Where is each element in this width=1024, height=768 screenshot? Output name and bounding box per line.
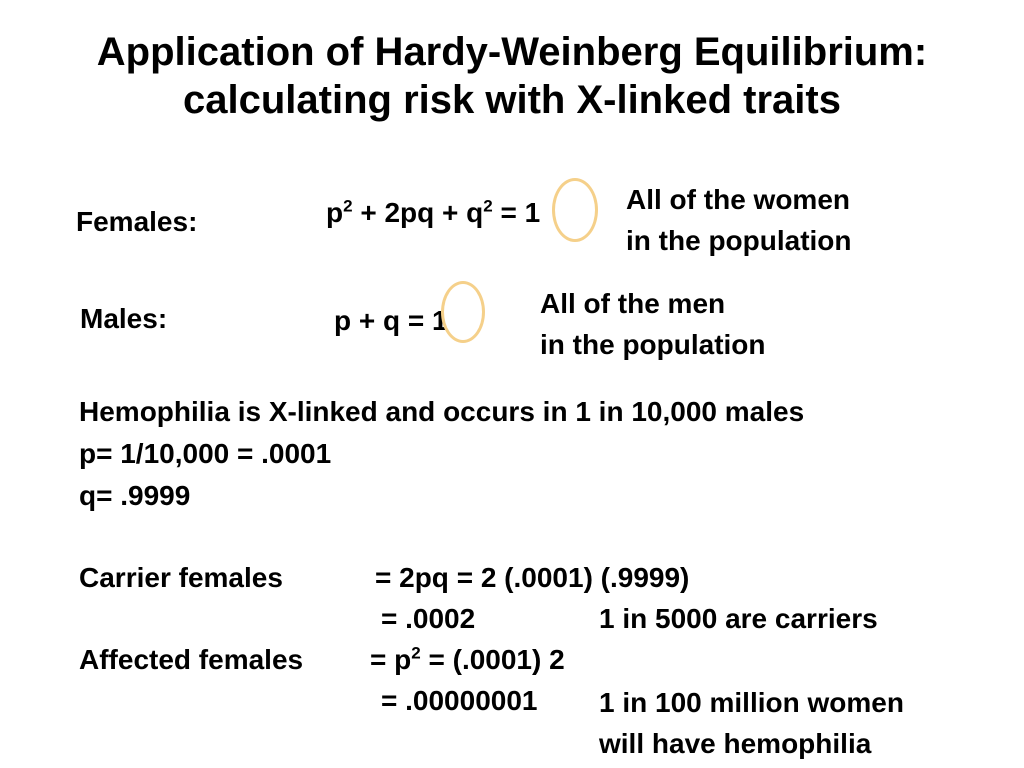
affected-note-line-1: 1 in 100 million women [599,687,904,718]
females-note-line-2: in the population [626,225,852,256]
females-highlight-circle [552,178,598,242]
affected-formula [370,643,565,677]
females-label: Females: [76,206,198,237]
males-eq-one: 1 [432,305,448,336]
title-line-2: calculating risk with X-linked traits [183,78,841,122]
affected-note-line-2: will have hemophilia [599,728,872,759]
affected-result: = .00000001 [381,685,538,716]
males-note-line-2: in the population [540,329,766,360]
hemophilia-q-value: q= .9999 [79,480,191,511]
hemophilia-statement: Hemophilia is X-linked and occurs in 1 in 10,000 males [79,396,805,427]
females-eq-exp1: 2 [343,196,353,216]
carrier-formula: = 2pq = 2 (.0001) (.9999) [375,562,690,593]
hemophilia-p-value: p= 1/10,000 = .0001 [79,438,332,469]
carrier-label: Carrier females [79,562,283,593]
males-eq-lhs: p + q = [334,305,433,336]
title-line-1: Application of Hardy-Weinberg Equilibrium: [96,30,928,74]
affected-formula-exp: 2 [411,643,421,663]
carrier-result: = .0002 [381,603,476,634]
males-highlight-circle [441,281,485,343]
females-eq-mid: + 2pq + q [352,197,484,228]
females-note-line-1: All of the women [626,184,850,215]
males-equation [334,304,448,338]
males-label: Males: [80,303,168,334]
slide-title [0,28,1024,124]
affected-label: Affected females [79,644,304,675]
females-eq-equals: = [492,197,525,228]
carrier-note: 1 in 5000 are carriers [599,603,878,634]
females-eq-p: p [326,197,344,228]
females-eq-one: 1 [524,197,541,228]
affected-formula-pre: = p [370,644,412,675]
females-equation [326,196,540,230]
males-note-line-1: All of the men [540,288,726,319]
affected-formula-post: = (.0001) 2 [420,644,565,675]
females-eq-exp2: 2 [483,196,493,216]
